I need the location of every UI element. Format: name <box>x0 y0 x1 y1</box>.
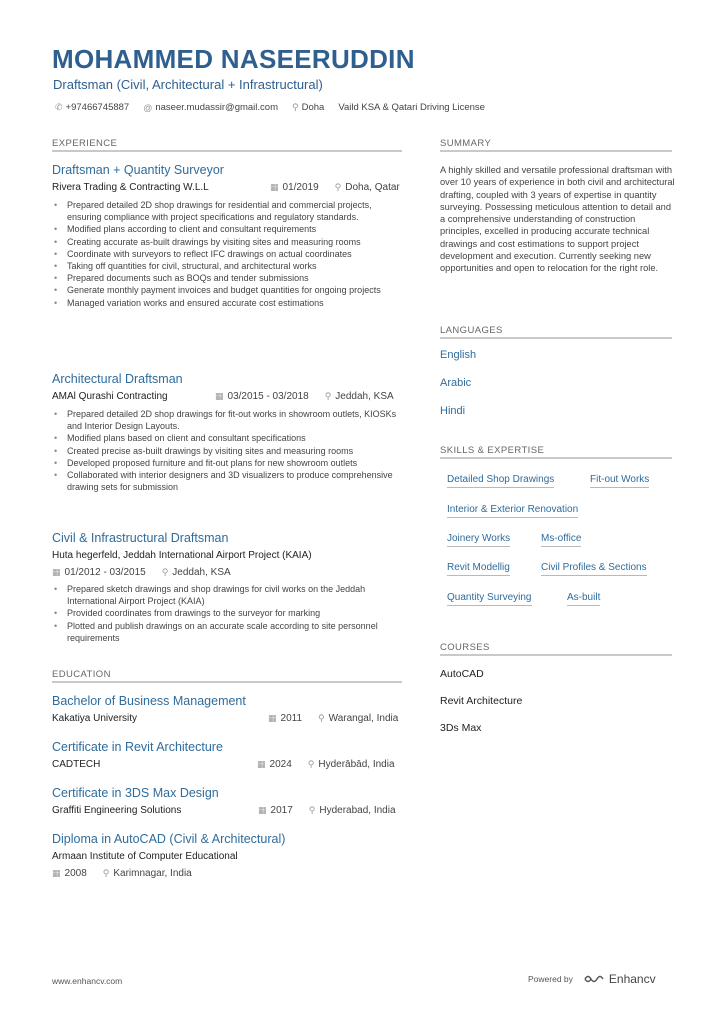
job-title: Draftsman + Quantity Surveyor <box>52 163 224 177</box>
experience-divider <box>52 150 402 152</box>
location-pin-icon: ⚲ <box>307 759 315 769</box>
brand-text: Enhancv <box>608 972 656 986</box>
bullet-item: • Modified plans according to client and consultant requirements <box>52 223 402 235</box>
job-location: Jeddah, KSA <box>172 567 231 578</box>
contact-location <box>292 102 324 113</box>
languages-divider <box>440 337 672 339</box>
languages-heading: LANGUAGES <box>440 325 503 336</box>
job-location: Doha, Qatar <box>345 182 400 193</box>
calendar-icon: ▦ <box>270 182 279 192</box>
skill-tag: Quantity Surveying <box>447 592 532 606</box>
summary-divider <box>440 150 672 152</box>
calendar-icon: ▦ <box>215 391 224 401</box>
job-bullets <box>52 199 402 309</box>
contact-email[interactable] <box>143 102 278 113</box>
location-pin-icon: ⚲ <box>334 182 342 192</box>
bullet-item: • Managed variation works and ensured accurate cost estimations <box>52 297 402 309</box>
bullet-item: • Prepared detailed 2D shop drawings for residential and commercial projects, ensuring compliance with project specifications and regulatory standards. <box>52 199 402 223</box>
education-year: 2011 <box>280 713 303 724</box>
location-pin-icon: ⚲ <box>308 805 316 815</box>
skills-divider <box>440 457 672 459</box>
education-school: Graffiti Engineering Solutions <box>52 805 182 816</box>
experience-heading: EXPERIENCE <box>52 138 118 149</box>
calendar-icon: ▦ <box>258 805 267 815</box>
calendar-icon: ▦ <box>52 567 61 577</box>
education-location: Hyderābād, India <box>318 759 395 770</box>
skill-tag: Interior & Exterior Renovation <box>447 504 578 518</box>
summary-text: A highly skilled and versatile professional draftsman with over 10 years of experience in both civil and architectural drafting, coupled with 3 years of expertise in quantity surveying. Possessing meticulous attention to detail and a comprehensive understanding of construction principles, excelled in producing accurate technical drawings and cost estimations to support project development and execution. Currently seeking new opportunities and open to relocation for the right role. <box>440 165 675 274</box>
phone-text: +97466745887 <box>65 102 130 113</box>
job-title: Civil & Infrastructural Draftsman <box>52 531 229 545</box>
education-degree: Certificate in Revit Architecture <box>52 740 223 754</box>
courses-heading: COURSES <box>440 642 490 653</box>
job-meta <box>52 567 231 578</box>
education-degree: Bachelor of Business Management <box>52 694 246 708</box>
job-meta <box>215 391 394 402</box>
bullet-item: • Modified plans based on client and consultant specifications <box>52 432 402 444</box>
education-heading: EDUCATION <box>52 669 111 680</box>
education-school: CADTECH <box>52 759 101 770</box>
skill-tag: Ms-office <box>541 533 581 547</box>
location-pin-icon: ⚲ <box>292 102 299 112</box>
bullet-item: • Generate monthly payment invoices and budget quantities for ongoing projects <box>52 284 402 296</box>
location-text: Doha <box>301 102 325 113</box>
bullet-item: • Taking off quantities for civil, structural, and architectural works <box>52 260 402 272</box>
bullet-item: • Prepared documents such as BOQs and tender submissions <box>52 272 402 284</box>
education-degree: Certificate in 3DS Max Design <box>52 786 219 800</box>
course-item: 3Ds Max <box>440 722 482 734</box>
footer-branding <box>528 972 656 986</box>
education-meta <box>52 868 192 879</box>
education-location: Hyderabad, India <box>319 805 396 816</box>
location-pin-icon: ⚲ <box>318 713 325 723</box>
skill-tag: Revit Modellig <box>447 562 510 576</box>
education-degree: Diploma in AutoCAD (Civil & Architectural) <box>52 832 286 846</box>
bullet-item: • Plotted and publish drawings on an accurate scale according to site personnel requirements <box>52 620 402 644</box>
language-item: Hindi <box>440 405 466 417</box>
job-date: 01/2012 - 03/2015 <box>64 567 146 578</box>
calendar-icon: ▦ <box>268 713 277 723</box>
job-company: Rivera Trading & Contracting W.L.L <box>52 182 209 193</box>
skill-tag: Joinery Works <box>447 533 510 547</box>
job-date: 03/2015 - 03/2018 <box>227 391 309 402</box>
skill-tag: Fit-out Works <box>590 474 649 488</box>
education-year: 2024 <box>269 759 292 770</box>
job-date: 01/2019 <box>282 182 319 193</box>
education-location: Karimnagar, India <box>113 868 192 879</box>
phone-icon: ✆ <box>55 102 63 112</box>
education-year: 2008 <box>64 868 87 879</box>
education-meta <box>268 713 398 724</box>
bullet-item: • Created precise as-built drawings by visiting sites and measuring rooms <box>52 445 402 457</box>
bullet-item: • Prepared sketch drawings and shop drawings for civil works on the Jeddah International Airport Project (KAIA) <box>52 583 402 607</box>
powered-by-text: Powered by <box>528 974 573 984</box>
job-bullets <box>52 408 402 493</box>
course-item: AutoCAD <box>440 668 484 680</box>
license-text: Vaild KSA & Qatari Driving License <box>338 102 485 113</box>
bullet-item: • Coordinate with surveyors to reflect IFC drawings on actual coordinates <box>52 248 402 260</box>
skills-heading: SKILLS & EXPERTISE <box>440 445 545 456</box>
job-company: AMAl Qurashi Contracting <box>52 391 168 402</box>
education-meta <box>257 759 395 770</box>
location-pin-icon: ⚲ <box>102 868 110 878</box>
bullet-item: • Collaborated with interior designers and 3D visualizers to produce comprehensive drawing sets for submission <box>52 469 402 493</box>
education-school: Kakatiya University <box>52 713 138 724</box>
footer-website[interactable]: www.enhancv.com <box>52 976 123 986</box>
bullet-item: • Creating accurate as-built drawings by visiting sites and measuring rooms <box>52 236 402 248</box>
contact-phone[interactable] <box>55 102 129 113</box>
skill-tag: Civil Profiles & Sections <box>541 562 647 576</box>
calendar-icon: ▦ <box>52 868 61 878</box>
education-year: 2017 <box>270 805 293 816</box>
candidate-name: MOHAMMED NASEERUDDIN <box>52 44 415 74</box>
courses-divider <box>440 654 672 656</box>
at-icon: @ <box>143 102 153 113</box>
bullet-item: • Prepared detailed 2D shop drawings for fit-out works in showroom outlets, KIOSKs and Interior Design Layouts. <box>52 408 402 432</box>
candidate-title: Draftsman (Civil, Architectural + Infrastructural) <box>53 77 323 92</box>
location-pin-icon: ⚲ <box>161 567 169 577</box>
job-meta <box>270 182 400 193</box>
contact-license <box>338 102 485 113</box>
job-bullets <box>52 583 402 644</box>
bullet-item: • Provided coordinates from drawings to the surveyor for marking <box>52 607 402 619</box>
job-location: Jeddah, KSA <box>335 391 394 402</box>
skill-tag: Detailed Shop Drawings <box>447 474 554 488</box>
skill-tag: As-built <box>567 592 600 606</box>
enhancv-logo[interactable] <box>583 972 656 986</box>
education-location: Warangal, India <box>328 713 399 724</box>
language-item: Arabic <box>440 377 472 389</box>
email-text: naseer.mudassir@gmail.com <box>155 102 278 113</box>
job-company: Huta hegerfeld, Jeddah International Airport Project (KAIA) <box>52 550 312 561</box>
education-meta <box>258 805 396 816</box>
summary-heading: SUMMARY <box>440 138 492 149</box>
calendar-icon: ▦ <box>257 759 266 769</box>
bullet-item: • Developed proposed furniture and fit-out plans for new showroom outlets <box>52 457 402 469</box>
contact-bar <box>55 102 485 113</box>
education-school: Armaan Institute of Computer Educational <box>52 851 238 862</box>
language-item: English <box>440 349 477 361</box>
job-title: Architectural Draftsman <box>52 372 183 386</box>
location-pin-icon: ⚲ <box>324 391 332 401</box>
course-item: Revit Architecture <box>440 695 523 707</box>
enhancv-logo-icon <box>583 973 605 985</box>
education-divider <box>52 681 402 683</box>
